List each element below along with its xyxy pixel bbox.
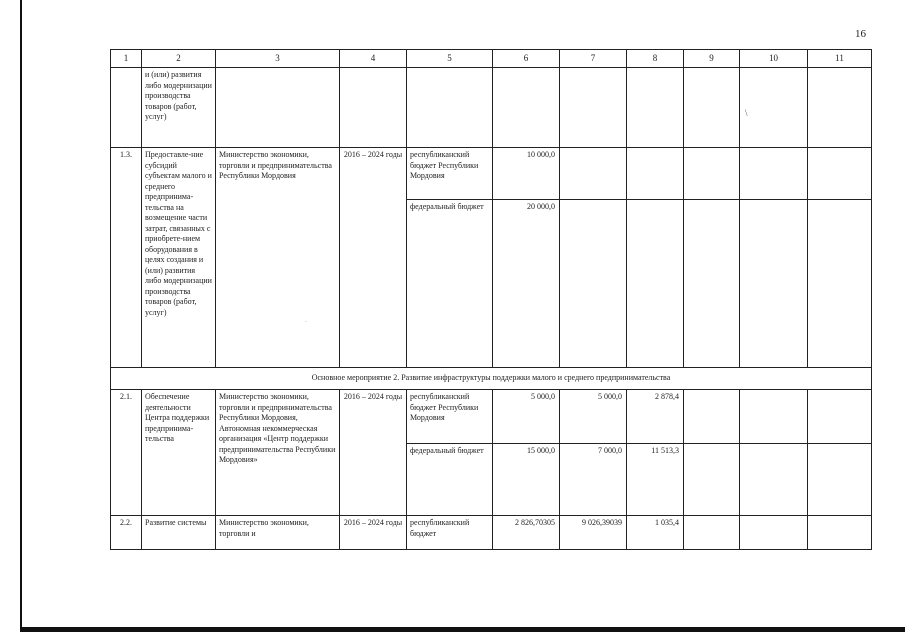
header-cell: 3 [216, 50, 340, 68]
value-cell [740, 148, 808, 200]
value-col6: 5 000,0 [493, 390, 560, 444]
value-col7: 9 026,39039 [560, 516, 627, 550]
measure-name: Развитие системы [142, 516, 216, 550]
header-cell: 11 [808, 50, 872, 68]
header-cell: 4 [340, 50, 407, 68]
header-cell: 9 [684, 50, 740, 68]
value-cell [740, 516, 808, 550]
value-cell [627, 200, 684, 368]
value-cell [808, 516, 872, 550]
funding-source: республиканский бюджет Республики Мордовия [407, 148, 493, 200]
value-cell [493, 68, 560, 148]
continuation-row [111, 68, 872, 148]
executor: Министерство экономики, торговли и [216, 516, 340, 550]
value-cell [808, 148, 872, 200]
executor-cell [216, 68, 340, 148]
header-cell: 6 [493, 50, 560, 68]
section-row [111, 368, 872, 390]
value-col6: 20 000,0 [493, 200, 560, 368]
section-title: Основное мероприятие 2. Развитие инфраструктуры поддержки малого и среднего предпринимательства [111, 368, 872, 390]
row-2-1 [111, 390, 872, 444]
scan-bottom-edge [20, 627, 905, 632]
period: 2016 – 2024 годы [340, 516, 407, 550]
value-cell [740, 68, 808, 148]
value-col6: 15 000,0 [493, 444, 560, 516]
value-cell [560, 148, 627, 200]
value-cell [740, 390, 808, 444]
value-cell [627, 68, 684, 148]
row-number: 2.1. [111, 390, 142, 516]
value-cell [808, 200, 872, 368]
period: 2016 – 2024 годы [340, 390, 407, 516]
row-number: 2.2. [111, 516, 142, 550]
value-col7: 5 000,0 [560, 390, 627, 444]
value-cell [740, 444, 808, 516]
value-cell [684, 516, 740, 550]
period-cell [340, 68, 407, 148]
header-cell: 8 [627, 50, 684, 68]
value-cell [740, 200, 808, 368]
measure-name: Обеспечение деятельности Центра поддержки предпринима-тельства [142, 390, 216, 516]
value-cell [808, 390, 872, 444]
measure-name: и (или) развития либо модернизации производства товаров (работ, услуг) [142, 68, 216, 148]
value-col7: 7 000,0 [560, 444, 627, 516]
row-number-cell [111, 68, 142, 148]
row-1-3 [111, 148, 872, 200]
value-cell [684, 444, 740, 516]
value-cell [808, 68, 872, 148]
value-cell [684, 390, 740, 444]
source-cell [407, 68, 493, 148]
value-cell [684, 68, 740, 148]
value-col8: 11 513,3 [627, 444, 684, 516]
value-col6: 2 826,70305 [493, 516, 560, 550]
header-cell: 10 [740, 50, 808, 68]
value-cell [627, 148, 684, 200]
header-cell: 1 [111, 50, 142, 68]
value-cell [684, 148, 740, 200]
funding-source: республиканский бюджет [407, 516, 493, 550]
period: 2016 – 2024 годы [340, 148, 407, 368]
page-number: 16 [855, 28, 866, 40]
value-col6: 10 000,0 [493, 148, 560, 200]
value-col8: 2 878,4 [627, 390, 684, 444]
scan-left-edge [20, 0, 22, 632]
header-row [111, 50, 872, 68]
value-cell [808, 444, 872, 516]
scan-dot: . [305, 316, 307, 324]
value-cell [684, 200, 740, 368]
executor: Министерство экономики, торговли и предпринимательства Республики Мордовия [216, 148, 340, 368]
program-table [110, 49, 872, 550]
measure-name: Предоставле-ние субсидий субъектам малого и среднего предпринима-тельства на возмещение части затрат, связанных с приобрете-нием оборудования в целях создания и (или) развития либо модернизации производства товаров (работ, услуг) [142, 148, 216, 368]
header-cell: 2 [142, 50, 216, 68]
value-cell [560, 200, 627, 368]
header-cell: 7 [560, 50, 627, 68]
value-col8: 1 035,4 [627, 516, 684, 550]
funding-source: республиканский бюджет Республики Мордовия [407, 390, 493, 444]
header-cell: 5 [407, 50, 493, 68]
funding-source: федеральный бюджет [407, 200, 493, 368]
row-2-2 [111, 516, 872, 550]
funding-source: федеральный бюджет [407, 444, 493, 516]
executor: Министерство экономики, торговли и предпринимательства Республики Мордовия, Автономная некоммерческая организация «Центр поддержки предпринимательства Республики Мордовия» [216, 390, 340, 516]
row-number: 1.3. [111, 148, 142, 368]
value-cell [560, 68, 627, 148]
scan-mark: \ [745, 108, 748, 118]
